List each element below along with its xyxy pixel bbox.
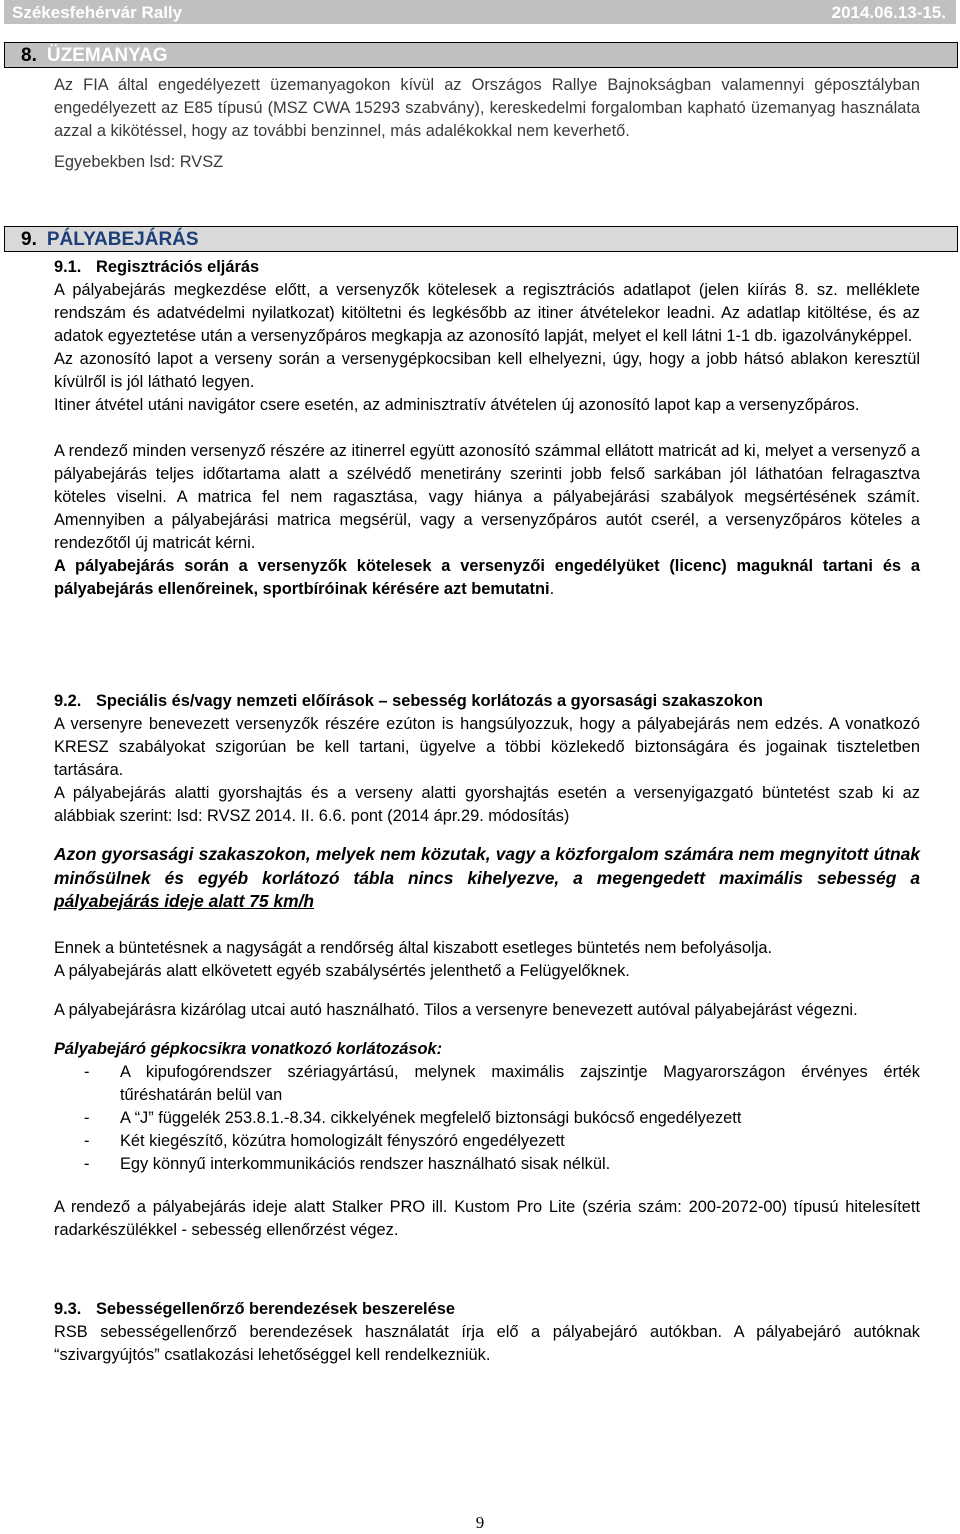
registration-paragraph: A pályabejárás megkezdése előtt, a versenyzők kötelesek a regisztrációs adatlapot (jelen kiírás 8. sz. melléklete rendszám és adatvédelmi nyilatkozat) kitöltetni és legkésőbb az itiner átvételekor leadni. Az adatlap kitöltése, és az adatok egyeztetése után a versenyzőpáros megkapja az azonosító lapját, melyet el kell látni 1-1 db. igazolványképpel. — [54, 281, 920, 345]
licence-paragraph-bold: A pályabejárás során a versenyzők kötelesek a versenyzői engedélyüket (licenc) maguknál tartani és a pályabejárás ellenőreinek, sportbíróinak kérésére azt bemutatni — [54, 557, 920, 598]
subsection-9-1-heading — [54, 256, 920, 279]
speed-limit-value: pályabejárás ideje alatt 75 km/h — [54, 891, 315, 911]
subsection-9-3-number: 9.3. — [54, 1300, 82, 1318]
restrictions-list — [54, 1061, 920, 1176]
street-car-paragraph: A pályabejárásra kizárólag utcai autó használható. Tilos a versenyre benevezett autóval pályabejárást végezni. — [54, 1000, 858, 1019]
subsection-9-1-number: 9.1. — [54, 258, 82, 276]
id-sheet-paragraph: Az azonosító lapot a verseny során a versenygépkocsiban kell elhelyezni, úgy, hogy a jobb hátsó ablakon keresztül kívülről is jól látható legyen. — [54, 350, 920, 391]
licence-paragraph-end: . — [549, 580, 555, 598]
licence-paragraph — [54, 555, 920, 601]
page-header — [4, 0, 956, 24]
section-8-reference: Egyebekben lsd: RVSZ — [54, 153, 224, 171]
list-item: - A kipufogórendszer szériagyártású, melynek maximális zajszintje Magyarországon érvényes érték tűréshatárán belül van — [84, 1062, 920, 1104]
restrictions-title: Pályabejáró gépkocsikra vonatkozó korlátozások: — [54, 1039, 443, 1058]
section-9-3 — [54, 1298, 920, 1367]
stewards-paragraph: A pályabejárás alatt elkövetett egyéb szabálysértés jelenthető a Felügyelőknek. — [54, 961, 630, 980]
subsection-9-2-title: Speciális és/vagy nemzeti előírások – sebesség korlátozás a gyorsasági szakaszokon — [96, 692, 763, 710]
section-8-paragraph: Az FIA által engedélyezett üzemanyagokon kívül az Országos Rallye Bajnokságban valamennyi géposztályban engedélyezett az E85 típusú (MSZ CWA 15293 szabvány), kereskedelmi forgalomban kapható üzemanyag használata azzal a kikötéssel, hogy az további benzinnel, más adalékokkal nem keverhető. — [54, 76, 920, 140]
navigator-change-paragraph: Itiner átvétel utáni navigátor csere esetén, az adminisztratív átvételen új azonosító lapot kap a versenyzőpáros. — [54, 396, 860, 414]
header-date: 2014.06.13-15. — [831, 2, 946, 22]
subsection-9-3-title: Sebességellenőrző berendezések beszerelése — [96, 1300, 455, 1318]
subsection-9-2-number: 9.2. — [54, 692, 82, 710]
speed-limit-text: Azon gyorsasági szakaszokon, melyek nem közutak, vagy a közforgalom számára nem megnyitott útnak minősülnek és egyéb korlátozó tábla nincs kihelyezve, a megengedett maximális sebesség a — [54, 844, 920, 888]
subsection-9-2-heading — [54, 690, 920, 713]
list-item: - Egy könnyű interkommunikációs rendszer használható sisak nélkül. — [84, 1154, 611, 1173]
list-item-text: Egy könnyű interkommunikációs rendszer használható sisak nélkül. — [120, 1154, 611, 1173]
not-training-paragraph: A versenyre benevezett versenyzők részére ezúton is hangsúlyozzuk, hogy a pályabejárás nem edzés. A vonatkozó KRESZ szabályokat szigorúan be kell tartani, ügyelve a többi közlekedő biztonságára és jogainak tiszteletben tartására. — [54, 715, 920, 779]
section-8-title: ÜZEMANYAG — [46, 45, 168, 66]
subsection-9-1-title: Regisztrációs eljárás — [96, 258, 260, 276]
radar-paragraph: A rendező a pályabejárás ideje alatt Stalker PRO ill. Kustom Pro Lite (széria szám: 200-2072-00) típusú hitelesített radarkészülékkel - sebesség ellenőrzést végez. — [54, 1197, 920, 1239]
section-9-heading — [4, 226, 958, 252]
list-item-text: Két kiegészítő, közútra homologizált fényszóró engedélyezett — [120, 1131, 565, 1150]
header-event-name: Székesfehérvár Rally — [12, 2, 183, 22]
section-8-body — [54, 74, 920, 174]
list-item-text: A “J” függelék 253.8.1.-8.34. cikkelyének megfelelő biztonsági bukócső engedélyezett — [120, 1108, 742, 1127]
section-9-1 — [54, 256, 920, 601]
section-9-title: PÁLYABEJÁRÁS — [46, 229, 199, 250]
sticker-paragraph: A rendező minden versenyző részére az itinerrel együtt azonosító számmal ellátott matricát ad ki, melyet a versenyző a pályabejárás teljes időtartama alatt a szélvédő menetirány szerinti jobb felső sarkában jól láthatóan felragasztva köteles viselni. A matrica fel nem ragasztása, vagy hiánya a pályabejárási szabályok megsértésének számít. Amennyiben a pályabejárási matrica megsérül, vagy a versenyzőpáros autót cserél, a versenyzőpáros köteles a rendezőtől új matricát kérni. — [54, 442, 920, 552]
section-9-2 — [54, 690, 920, 1242]
list-item: - A “J” függelék 253.8.1.-8.34. cikkelyének megfelelő biztonsági bukócső engedélyezett — [84, 1108, 742, 1127]
list-item: - Két kiegészítő, közútra homologizált fényszóró engedélyezett — [84, 1131, 565, 1150]
speed-limit-paragraph — [54, 843, 920, 914]
speeding-penalty-paragraph: A pályabejárás alatti gyorshajtás és a verseny alatti gyorshajtás esetén a versenyigazgató büntetést szab ki az alábbiak szerint: lsd: RVSZ 2014. II. 6.6. pont (2014 ápr.29. módosítás) — [54, 784, 920, 825]
speed-device-paragraph: RSB sebességellenőrző berendezések használatát írja elő a pályabejáró autókban. A pályabejáró autóknak “szivargyújtós” csatlakozási lehetőséggel kell rendelkezniük. — [54, 1323, 920, 1364]
police-penalty-paragraph: Ennek a büntetésnek a nagyságát a rendőrség által kiszabott esetleges büntetés nem befolyásolja. — [54, 938, 773, 957]
section-8-number: 8. — [21, 45, 37, 66]
section-9-number: 9. — [21, 229, 37, 250]
list-item-text: A kipufogórendszer szériagyártású, melynek maximális zajszintje Magyarországon érvényes érték tűréshatárán belül van — [120, 1062, 920, 1104]
section-8-heading — [4, 42, 958, 68]
page-number: 9 — [475, 1513, 485, 1532]
subsection-9-3-heading — [54, 1298, 920, 1321]
